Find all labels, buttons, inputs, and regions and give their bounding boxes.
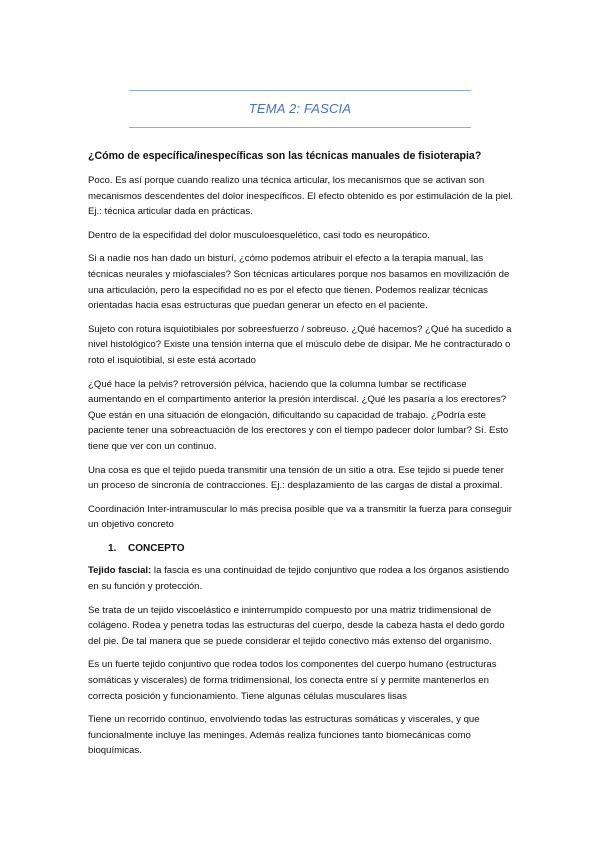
title-top-rule	[129, 90, 471, 91]
page-title: TEMA 2: FASCIA	[248, 101, 352, 116]
paragraph: ¿Qué hace la pelvis? retroversión pélvica, haciendo que la columna lumbar se rectificase aumentando en el compartimento anterior la presión interdiscal. ¿Qué les pasaría a los erectores? Que están en una situación de elongación, dificultando su capacidad de trabajo. ¿Podría este paciente tener una sobreactuación de los erectores y con el tiempo padecer dolor lumbar? Sí. Esto tiene que ver con un continuo.	[88, 378, 509, 452]
title-bottom-rule	[129, 127, 471, 128]
paragraph: Una cosa es que el tejido pueda transmitir una tensión de un sitio a otra. Ese tejido si puede tener un proceso de sincronía de contracciones. Ej.: desplazamiento de las cargas de distal a proximal.	[88, 464, 504, 492]
definition-term: Tejido fascial:	[88, 565, 152, 577]
paragraph: Tiene un recorrido continuo, envolviendo todas las estructuras somáticas y viscerales, y que funcionalmente incluye las meninges. Además realiza funciones tanto biomecánicas como bioquímicas.	[88, 714, 480, 757]
definition-paragraph	[88, 563, 516, 594]
definition-text: la fascia es una continuidad de tejido conjuntivo que rodea a los órganos asistiendo en su función y protección.	[88, 565, 510, 593]
paragraph: Poco. Es así porque cuando realizo una técnica articular, los mecanismos que se activan son mecanismos descendentes del dolor inespecíficos. El efecto obtenido es por estimulación de la piel. Ej.: técnica articular dada en prácticas.	[88, 175, 514, 218]
paragraph: Si a nadie nos han dado un bisturí, ¿cómo podemos atribuir el efecto a la terapia manual, las técnicas neurales y miofasciales? Son técnicas articulares porque nos basamos en movilización de una articulación, pero la especifidad no es por el efecto que tienen. Podemos realizar técnicas orientadas hacia esas estructuras que puedan generar un efecto en el paciente.	[88, 253, 510, 312]
paragraph: Coordinación Inter-intramuscular lo más precisa posible que va a transmitir la fuerza para conseguir un objetivo concreto	[88, 503, 512, 531]
paragraph: Se trata de un tejido viscoelástico e ininterrumpido compuesto por una matriz tridimensional de colágeno. Rodea y penetra todas las estructuras del cuerpo, desde la cabeza hasta el dedo gordo del pie. De tal manera que se puede considerar el tejido conectivo más extenso del organismo.	[88, 604, 505, 647]
paragraph: Dentro de la especifidad del dolor musculoesquelético, casi todo es neuropático.	[88, 229, 430, 241]
section-title: CONCEPTO	[128, 542, 185, 554]
paragraph: Sujeto con rotura isquiotibiales por sobreesfuerzo / sobreuso. ¿Qué hacemos? ¿Qué ha sucedido a nivel histológico? Existe una tensión interna que el músculo debe de disipar. Me he contracturado o roto el isquiotibial, si este está acortado	[88, 323, 512, 366]
question-heading: ¿Cómo de específica/inespecíficas son las técnicas manuales de fisioterapia?	[88, 150, 482, 162]
section-heading	[88, 541, 516, 557]
document-body	[88, 148, 516, 767]
paragraph: Es un fuerte tejido conjuntivo que rodea todos los componentes del cuerpo humano (estructuras somáticas y viscerales) de forma tridimensional, los conecta entre sí y permite mantenerlos en correcta posición y funcionamiento. Tiene algunas células musculares lisas	[88, 659, 497, 702]
section-number: 1.	[108, 542, 117, 554]
